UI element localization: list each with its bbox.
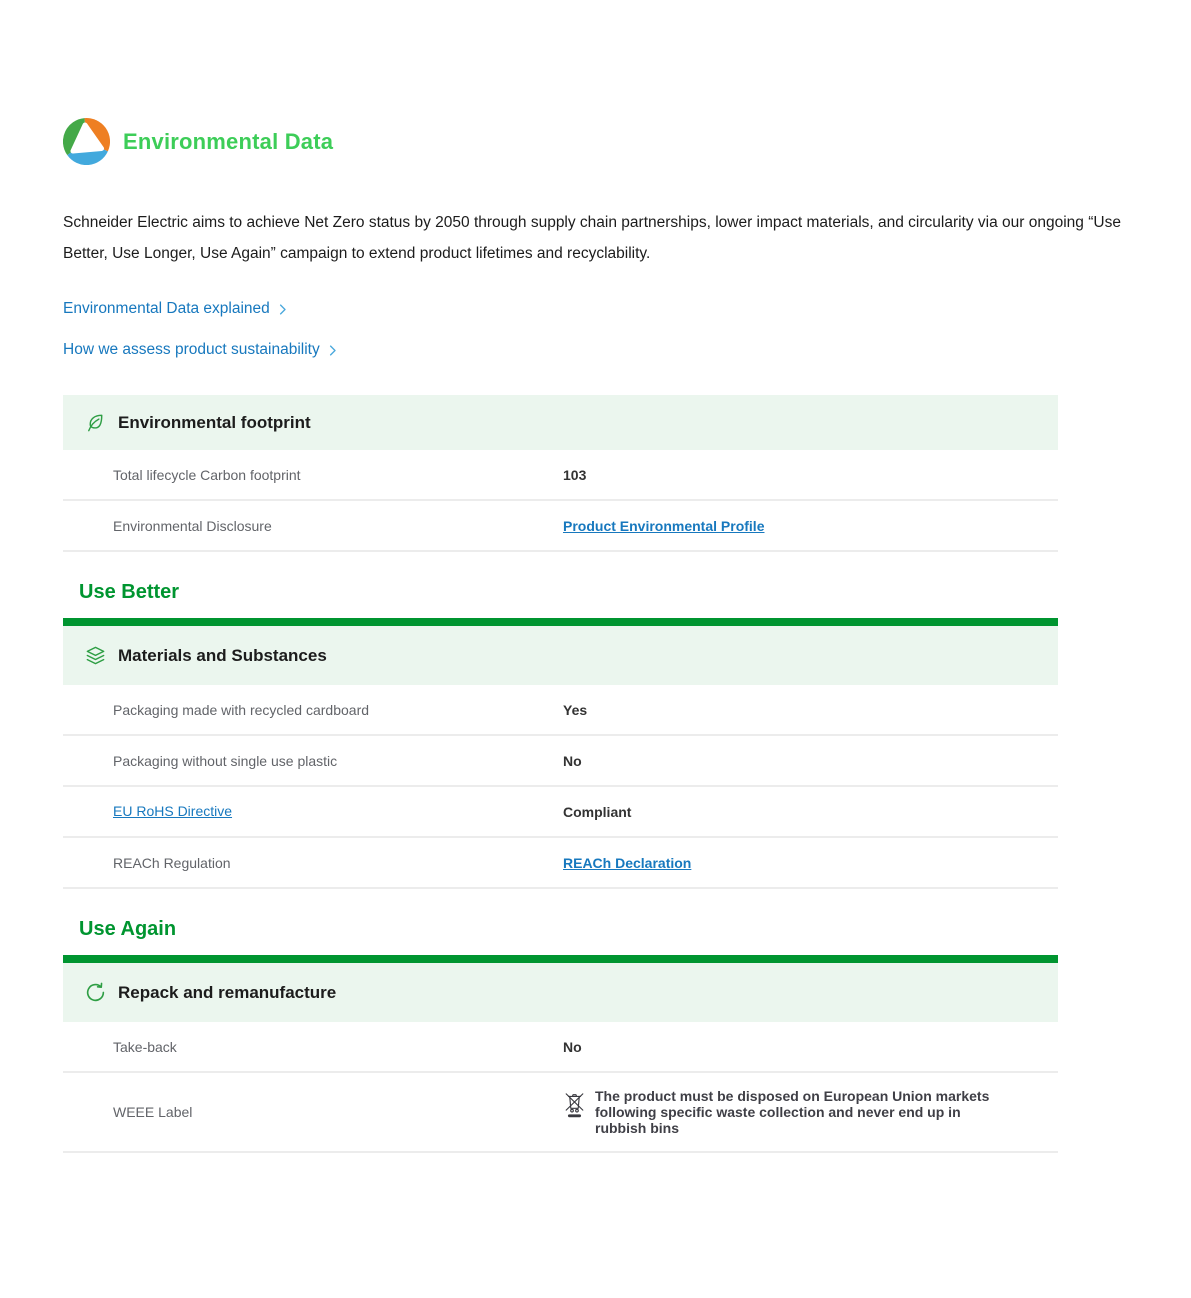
table-row <box>63 736 1058 787</box>
table-row <box>63 450 1058 501</box>
row-value: 103 <box>563 466 587 483</box>
section-header <box>63 626 1058 685</box>
row-value: Yes <box>563 701 588 718</box>
weee-value-cell <box>563 1088 1058 1136</box>
table-row <box>63 685 1058 736</box>
use-again-heading: Use Again <box>79 918 177 940</box>
green-divider-bar <box>63 618 1058 626</box>
reach-declaration-link[interactable]: REACh Declaration <box>563 854 692 871</box>
row-label: Take-back <box>113 1038 177 1055</box>
row-value: No <box>563 752 582 769</box>
row-label: WEEE Label <box>113 1104 193 1120</box>
table-row <box>63 501 1058 552</box>
table-row <box>63 1073 1058 1153</box>
materials-and-substances-section <box>63 618 1058 889</box>
green-divider-bar <box>63 955 1058 963</box>
nav-link-label: Environmental Data explained <box>63 300 270 317</box>
nav-link-row <box>63 300 1128 318</box>
intro-paragraph: Schneider Electric aims to achieve Net Zero status by 2050 through supply chain partnerships, lower impact materials, and circularity via our ongoing “Use Better, Use Longer, Use Again” campaign to extend product lifetimes and recyclability. <box>63 214 1121 262</box>
row-value: No <box>563 1038 582 1055</box>
leaf-icon <box>84 411 107 434</box>
section-title: Environmental footprint <box>118 412 311 432</box>
nav-link-row <box>63 341 1128 359</box>
table-row <box>63 838 1058 889</box>
row-label: Packaging without single use plastic <box>113 752 338 769</box>
row-label: Environmental Disclosure <box>113 517 272 534</box>
row-label: Packaging made with recycled cardboard <box>113 701 370 718</box>
section-header <box>63 963 1058 1022</box>
environmental-data-explained-link[interactable] <box>63 300 290 318</box>
section-header <box>63 395 1058 450</box>
row-label: REACh Regulation <box>113 854 231 871</box>
product-environmental-profile-link[interactable]: Product Environmental Profile <box>563 517 765 534</box>
section-title: Repack and remanufacture <box>118 982 337 1002</box>
refresh-icon <box>84 981 107 1004</box>
chevron-right-icon <box>275 302 290 317</box>
page-header <box>63 0 1128 165</box>
weee-crossed-bin-icon <box>563 1091 586 1119</box>
layers-icon <box>84 644 107 667</box>
section-title: Materials and Substances <box>118 645 327 665</box>
row-value: Compliant <box>563 803 632 820</box>
use-better-heading: Use Better <box>79 581 180 603</box>
weee-disposal-note: The product must be disposed on European Union markets following specific waste collection and never end up in rubbish bins <box>595 1088 990 1136</box>
row-label: Total lifecycle Carbon footprint <box>113 466 301 483</box>
repack-and-remanufacture-section <box>63 955 1058 1153</box>
recycle-triangle-logo-icon <box>63 118 110 165</box>
environmental-footprint-section <box>63 395 1058 552</box>
how-we-assess-sustainability-link[interactable] <box>63 341 340 359</box>
table-row <box>63 787 1058 838</box>
eu-rohs-directive-link[interactable]: EU RoHS Directive <box>113 802 233 819</box>
table-row <box>63 1022 1058 1073</box>
page-title: Environmental Data <box>123 128 334 154</box>
nav-link-label: How we assess product sustainability <box>63 341 320 358</box>
chevron-right-icon <box>325 343 340 358</box>
